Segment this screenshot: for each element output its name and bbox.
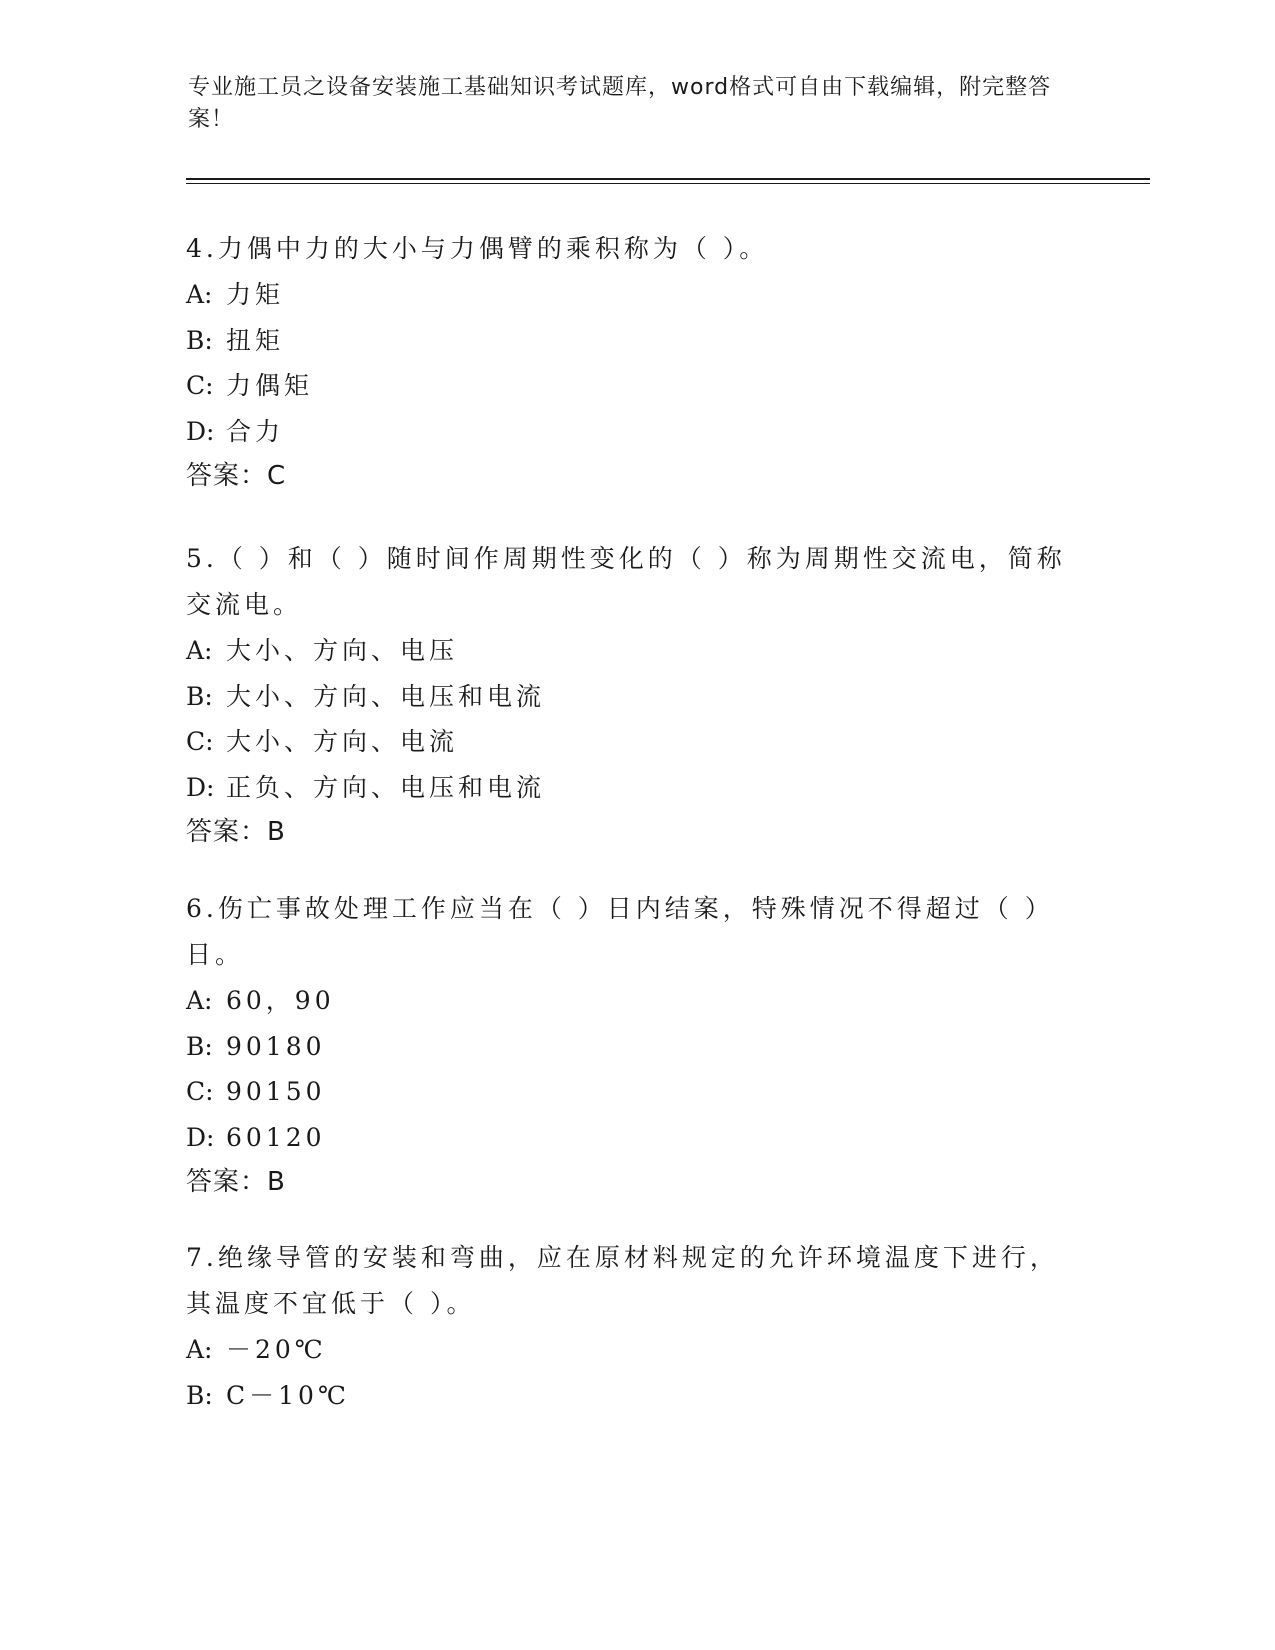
option-key: B: bbox=[186, 1031, 213, 1061]
answer-line: 答案：C bbox=[186, 461, 287, 491]
option-key: D: bbox=[186, 772, 215, 802]
option-key: C: bbox=[186, 727, 214, 756]
option-text: 90180 bbox=[226, 1031, 326, 1061]
question-5 bbox=[186, 536, 1086, 856]
option-a bbox=[186, 978, 1086, 1024]
option-a bbox=[186, 628, 1086, 674]
option-b bbox=[186, 1024, 1086, 1070]
option-d bbox=[186, 409, 1086, 455]
option-key: D: bbox=[186, 416, 215, 446]
option-text: 大小、方向、电压 bbox=[226, 636, 459, 665]
question-6 bbox=[186, 886, 1086, 1206]
answer-line: 答案：B bbox=[186, 817, 286, 847]
option-key: B: bbox=[186, 325, 213, 355]
option-b bbox=[186, 318, 1086, 364]
option-key: C: bbox=[186, 371, 214, 400]
option-key: B: bbox=[186, 681, 213, 711]
option-text: 力偶矩 bbox=[226, 371, 314, 400]
option-c bbox=[186, 1069, 1086, 1115]
question-7 bbox=[186, 1235, 1086, 1418]
option-key: A: bbox=[186, 1335, 213, 1364]
option-b bbox=[186, 674, 1086, 720]
option-key: A: bbox=[186, 280, 213, 309]
question-stem: 4.力偶中力的大小与力偶臂的乘积称为（ ）。 bbox=[186, 234, 769, 263]
option-text: 60120 bbox=[226, 1122, 326, 1152]
option-key: A: bbox=[186, 986, 213, 1015]
option-text: 正负、方向、电压和电流 bbox=[226, 772, 546, 802]
question-stem: 5.（ ）和（ ）随时间作周期性变化的（ ）称为周期性交流电，简称交流电。 bbox=[186, 544, 1066, 619]
option-text: 60，90 bbox=[226, 986, 335, 1015]
option-a bbox=[186, 272, 1086, 318]
answer-line: 答案：B bbox=[186, 1167, 286, 1197]
option-text: C－10℃ bbox=[226, 1380, 350, 1410]
option-text: 大小、方向、电流 bbox=[226, 727, 459, 756]
header-rule-thick bbox=[186, 178, 1150, 180]
document-header: 专业施工员之设备安装施工基础知识考试题库，word格式可自由下载编辑，附完整答案！ bbox=[188, 75, 1052, 132]
question-4 bbox=[186, 226, 1086, 500]
option-c bbox=[186, 363, 1086, 409]
option-text: 扭矩 bbox=[226, 325, 285, 355]
header-rule-thin bbox=[186, 183, 1150, 184]
question-stem: 6.伤亡事故处理工作应当在（ ）日内结案，特殊情况不得超过（ ）日。 bbox=[186, 894, 1054, 969]
option-d bbox=[186, 1115, 1086, 1161]
option-key: D: bbox=[186, 1122, 215, 1152]
option-text: 90150 bbox=[226, 1077, 326, 1106]
option-text: －20℃ bbox=[226, 1335, 327, 1364]
option-c bbox=[186, 719, 1086, 765]
option-b bbox=[186, 1373, 1086, 1419]
option-key: A: bbox=[186, 636, 213, 665]
option-text: 大小、方向、电压和电流 bbox=[226, 681, 546, 711]
option-text: 力矩 bbox=[226, 280, 285, 309]
option-text: 合力 bbox=[226, 416, 285, 446]
option-d bbox=[186, 765, 1086, 811]
option-a bbox=[186, 1327, 1086, 1373]
question-stem: 7.绝缘导管的安装和弯曲，应在原材料规定的允许环境温度下进行，其温度不宜低于（ ）。 bbox=[186, 1243, 1059, 1318]
option-key: C: bbox=[186, 1077, 214, 1106]
option-key: B: bbox=[186, 1380, 213, 1410]
